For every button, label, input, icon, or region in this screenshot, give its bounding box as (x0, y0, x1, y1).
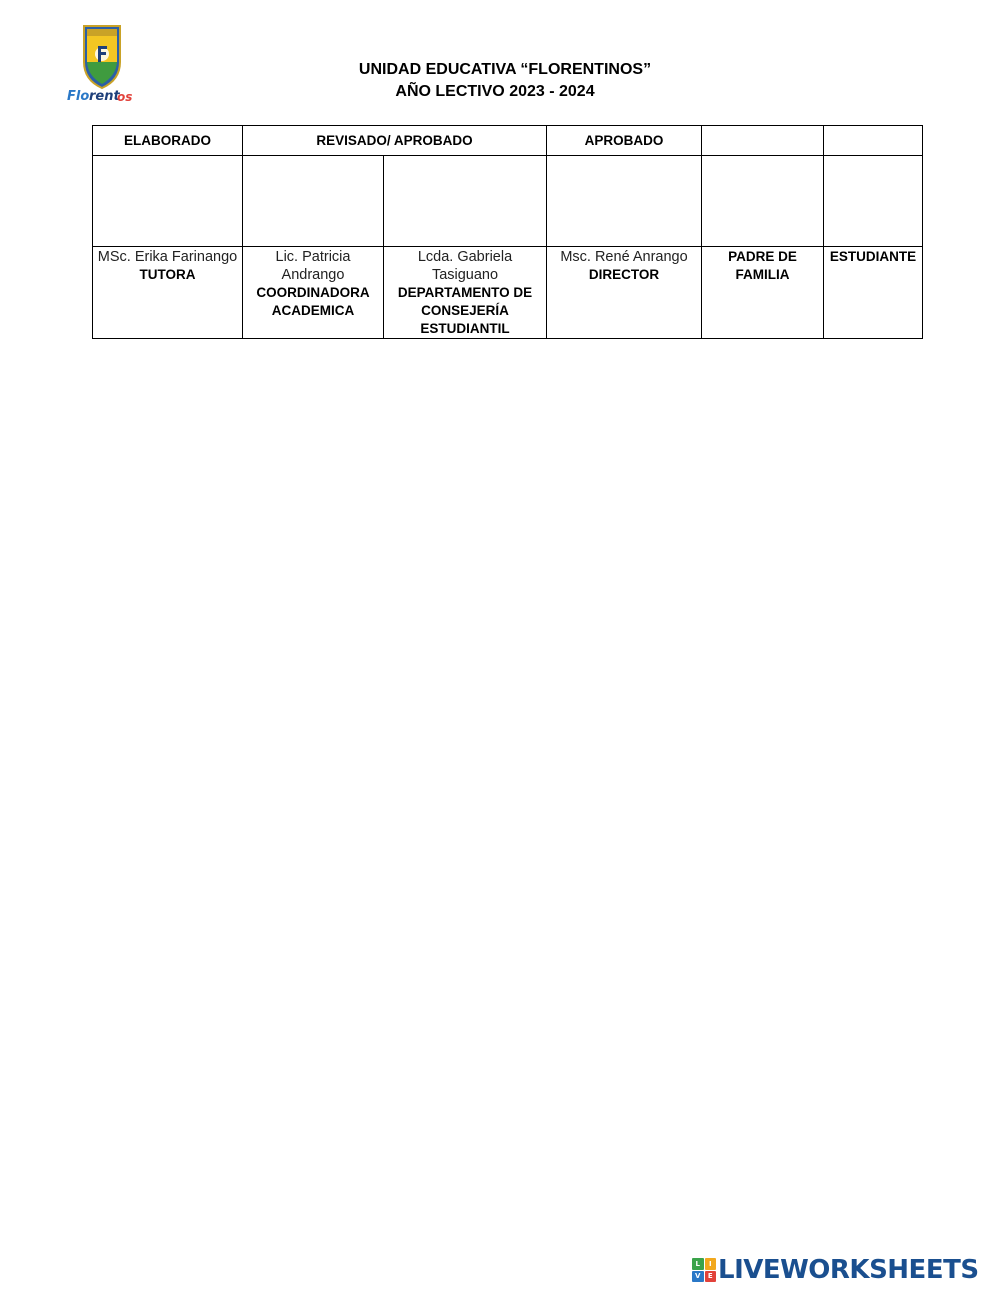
signature-box-director[interactable] (547, 156, 702, 247)
signatory-name: Lic. Patricia Andrango (275, 249, 351, 283)
svg-text:os: os (117, 90, 133, 104)
school-year: AÑO LECTIVO 2023 - 2024 (395, 83, 595, 100)
liveworksheets-icon (692, 1258, 716, 1282)
icon-letter-e: E (705, 1271, 717, 1283)
signatory-cell (547, 247, 702, 339)
svg-text:rent: rent (89, 89, 120, 104)
header-elaborado: ELABORADO (93, 126, 243, 156)
signatory-role: DIRECTOR (588, 267, 660, 282)
liveworksheets-logo (692, 1256, 979, 1284)
school-name: UNIDAD EDUCATIVA “FLORENTINOS” (358, 61, 652, 78)
signatory-name: Lcda. Gabriela Tasiguano (417, 249, 513, 283)
signatory-role: PADRE DE FAMILIA (728, 249, 797, 282)
signatory-role: ESTUDIANTE (829, 249, 917, 264)
signatory-role: DEPARTAMENTO DE CONSEJERÍA ESTUDIANTIL (397, 285, 533, 336)
header-empty-1 (702, 126, 824, 156)
signature-box-coordinadora[interactable] (243, 156, 384, 247)
signature-box-consejeria[interactable] (384, 156, 547, 247)
icon-letter-i: I (705, 1258, 717, 1270)
brand-text: LIVEWORKSHEETS (718, 1255, 979, 1285)
signature-table (92, 125, 923, 339)
signature-box-padre[interactable] (702, 156, 824, 247)
signatory-name: Msc. René Anrango (560, 249, 688, 265)
signatory-row (93, 247, 923, 339)
svg-text:Flo: Flo (67, 89, 90, 104)
table-header-row (93, 126, 923, 156)
signature-box-tutora[interactable] (93, 156, 243, 247)
signatory-cell (384, 247, 547, 339)
header-aprobado: APROBADO (547, 126, 702, 156)
icon-letter-l: L (692, 1258, 704, 1270)
signatory-role: COORDINADORA ACADEMICA (256, 285, 370, 318)
header-revisado-aprobado: REVISADO/ APROBADO (243, 126, 547, 156)
signatory-name: MSc. Erika Farinango (97, 249, 238, 265)
icon-letter-v: V (692, 1271, 704, 1283)
header-empty-2 (824, 126, 923, 156)
signature-box-estudiante[interactable] (824, 156, 923, 247)
signatory-cell (824, 247, 923, 339)
signatory-cell (243, 247, 384, 339)
signatory-cell (93, 247, 243, 339)
signatory-role: TUTORA (139, 267, 196, 282)
signature-space-row (93, 156, 923, 247)
signatory-cell (702, 247, 824, 339)
